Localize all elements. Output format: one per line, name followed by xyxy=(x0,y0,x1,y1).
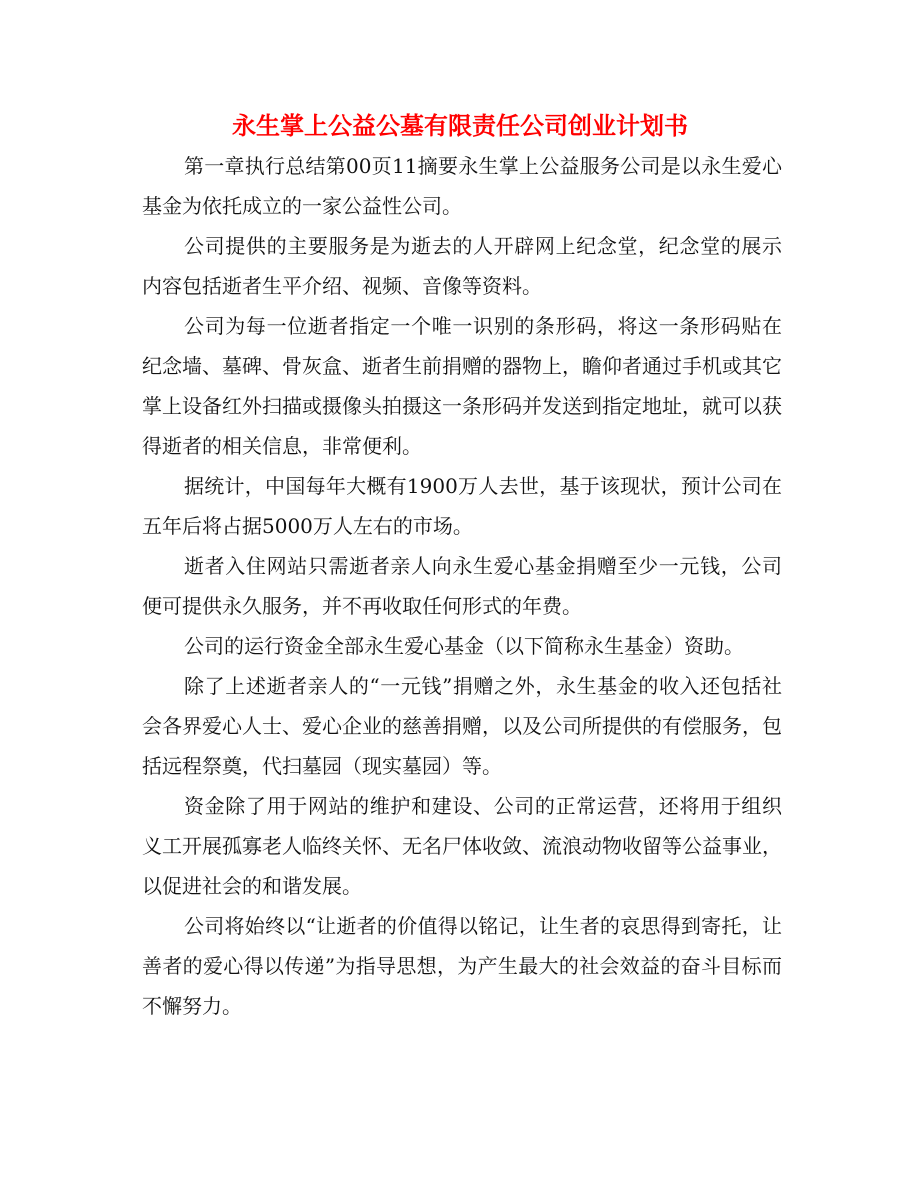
paragraph-executive-summary: 第一章执行总结第00页11摘要永生掌上公益服务公司是以永生爱心基金为依托成立的一家公益性公司。 xyxy=(142,154,782,218)
paragraph-fund-usage: 资金除了用于网站的维护和建设、公司的正常运营，还将用于组织义工开展孤寡老人临终关怀、无名尸体收敛、流浪动物收留等公益事业，以促进社会的和谐发展。 xyxy=(142,794,782,898)
paragraph-statistics: 据统计，中国每年大概有1900万人去世，基于该现状，预计公司在五年后将占据5000万人左右的市场。 xyxy=(142,474,782,538)
paragraph-donation: 逝者入住网站只需逝者亲人向永生爱心基金捐赠至少一元钱，公司便可提供永久服务，并不再收取任何形式的年费。 xyxy=(142,554,782,618)
paragraph-guiding-principle: 公司将始终以“让逝者的价值得以铭记，让生者的哀思得到寄托，让善者的爱心得以传递”为指导思想，为产生最大的社会效益的奋斗目标而不懈努力。 xyxy=(142,914,782,1018)
paragraph-income: 除了上述逝者亲人的“一元钱”捐赠之外，永生基金的收入还包括社会各界爱心人士、爱心企业的慈善捐赠，以及公司所提供的有偿服务，包括远程祭奠，代扫墓园（现实墓园）等。 xyxy=(142,674,782,778)
paragraph-barcode: 公司为每一位逝者指定一个唯一识别的条形码，将这一条形码贴在纪念墙、墓碑、骨灰盒、逝者生前捐赠的器物上，瞻仰者通过手机或其它掌上设备红外扫描或摄像头拍摄这一条形码并发送到指定地址，就可以获得逝者的相关信息，非常便利。 xyxy=(142,314,782,458)
paragraph-main-service: 公司提供的主要服务是为逝去的人开辟网上纪念堂，纪念堂的展示内容包括逝者生平介绍、视频、音像等资料。 xyxy=(142,234,782,298)
paragraph-funding: 公司的运行资金全部永生爱心基金（以下简称永生基金）资助。 xyxy=(184,634,744,658)
document-title: 永生掌上公益公墓有限责任公司创业计划书 xyxy=(232,112,688,140)
document-body xyxy=(142,146,782,1026)
